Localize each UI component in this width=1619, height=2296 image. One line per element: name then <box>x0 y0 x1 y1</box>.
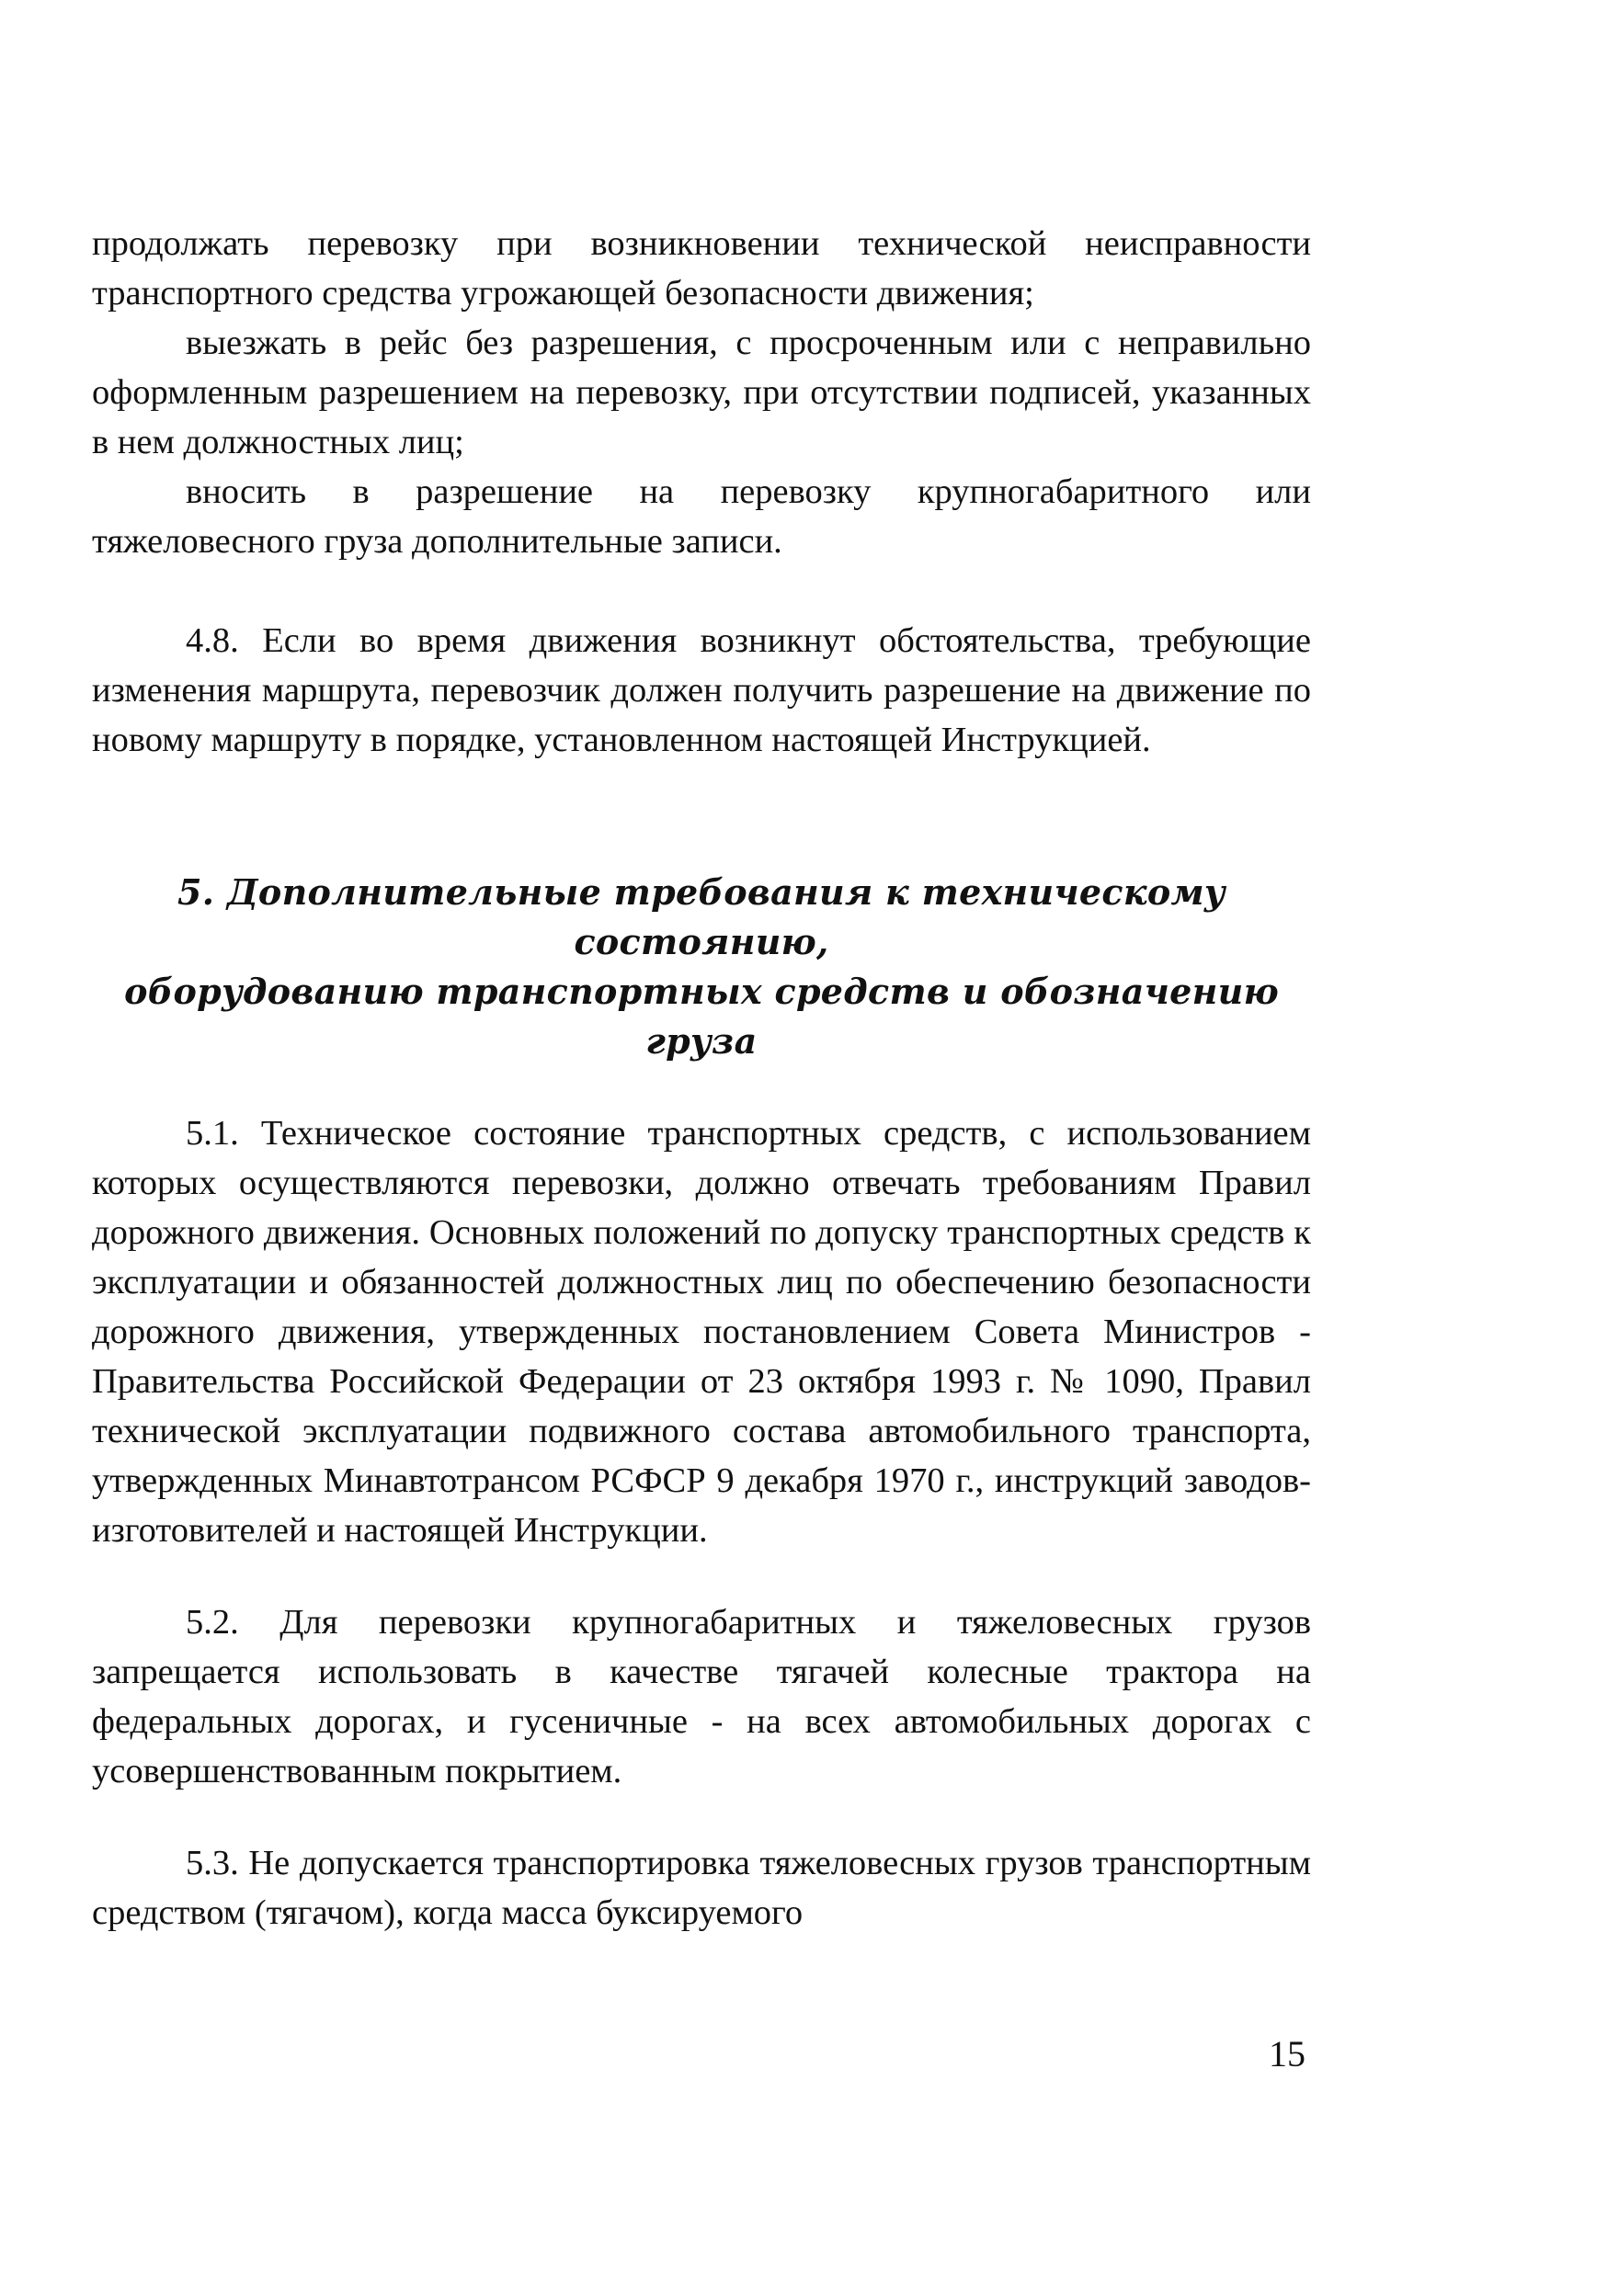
section-heading-line-1: 5. Дополнительные требования к техническому состоянию, <box>177 871 1226 962</box>
page-number: 15 <box>1269 2033 1305 2074</box>
paragraph-no-permit: выезжать в рейс без разрешения, с просроченным или с неправильно оформленным разрешением на перевозку, при отсутствии подписей, указанных в нем должностных лиц; <box>92 324 1311 461</box>
paragraph-continue-transport: продолжать перевозку при возникновении технической неисправности транспортного средства угрожающей безопасности движения; <box>92 224 1311 313</box>
paragraph-5-2: 5.2. Для перевозки крупногабаритных и тяжеловесных грузов запрещается использовать в качестве тягачей колесные трактора на федеральных дорогах, и гусеничные - на всех автомобильных дорогах с усовершенствованным покрытием. <box>92 1603 1311 1790</box>
paragraph-no-extra-records: вносить в разрешение на перевозку крупногабаритного или тяжеловесного груза дополнительные записи. <box>92 472 1311 561</box>
section-5-heading <box>92 868 1311 1066</box>
paragraph-5-3: 5.3. Не допускается транспортировка тяжеловесных грузов транспортным средством (тягачом), когда масса буксируемого <box>92 1844 1311 1932</box>
paragraph-5-1: 5.1. Техническое состояние транспортных средств, с использованием которых осуществляются перевозки, должно отвечать требованиям Правил дорожного движения. Основных положений по допуску транспортных средств к эксплуатации и обязанностей должностных лиц по обеспечению безопасности дорожного движения, утвержденных постановлением Совета Министров - Правительства Российской Федерации от 23 октября 1993 г. № 1090, Правил технической эксплуатации подвижного состава автомобильного транспорта, утвержденных Минавтотрансом РСФСР 9 декабря 1970 г., инструкций заводов-изготовителей и настоящей Инструкции. <box>92 1114 1311 1550</box>
section-heading-line-2: оборудованию транспортных средств и обозначению груза <box>124 971 1279 1062</box>
paragraph-4-8: 4.8. Если во время движения возникнут обстоятельства, требующие изменения маршрута, перевозчик должен получить разрешение на движение по новому маршруту в порядке, установленном настоящей Инструкцией. <box>92 621 1311 759</box>
